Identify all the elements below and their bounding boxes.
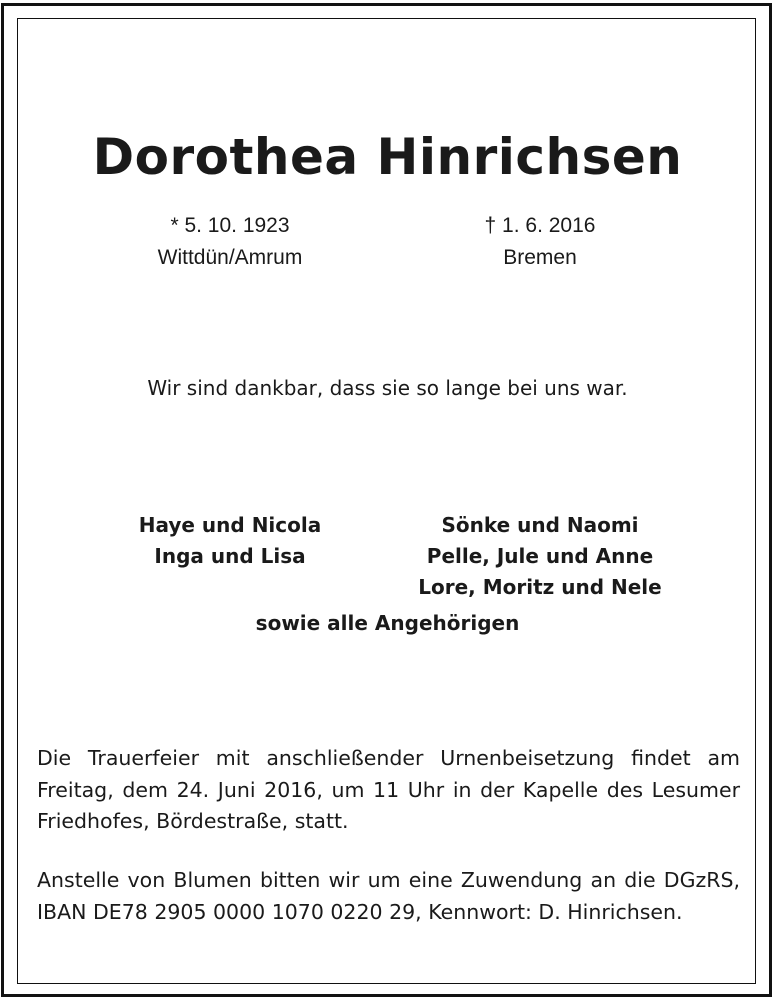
family-member: Inga und Lisa [154,544,306,568]
birth-place: Wittdün/Amrum [157,246,303,269]
deceased-name: Dorothea Hinrichsen [92,128,683,186]
donation-line: Anstelle von Blumen bitten wir um eine Zuwendung an die DGzRS, [37,868,740,892]
death-place: Bremen [503,246,577,269]
birth-info [130,210,330,274]
memorial-quote: Wir sind dankbar, dass sie so lange bei uns war. [147,376,628,400]
ceremony-line: Die Trauerfeier mit anschließender Urnenbeisetzung findet am [37,746,740,770]
family-member: Lore, Moritz und Nele [418,575,662,599]
family-right [410,510,670,603]
ceremony-notice [37,743,740,838]
death-date: † 1. 6. 2016 [484,214,596,237]
death-info [440,210,640,274]
family-member: Haye und Nicola [138,513,322,537]
donation-notice [37,865,740,928]
ceremony-line: Freitag, dem 24. Juni 2016, um 11 Uhr in der Kapelle des Lesumer [37,777,740,802]
family-member: Sönke und Naomi [441,513,639,537]
family-left [120,510,340,572]
donation-line: IBAN DE78 2905 0000 1070 0220 29, Kennwort: D. Hinrichsen. [37,899,683,924]
birth-date: * 5. 10. 1923 [170,214,290,237]
relatives-line: sowie alle Angehörigen [255,611,520,635]
ceremony-line: Friedhofes, Bördestraße, statt. [37,809,349,833]
family-member: Pelle, Jule und Anne [426,544,654,568]
